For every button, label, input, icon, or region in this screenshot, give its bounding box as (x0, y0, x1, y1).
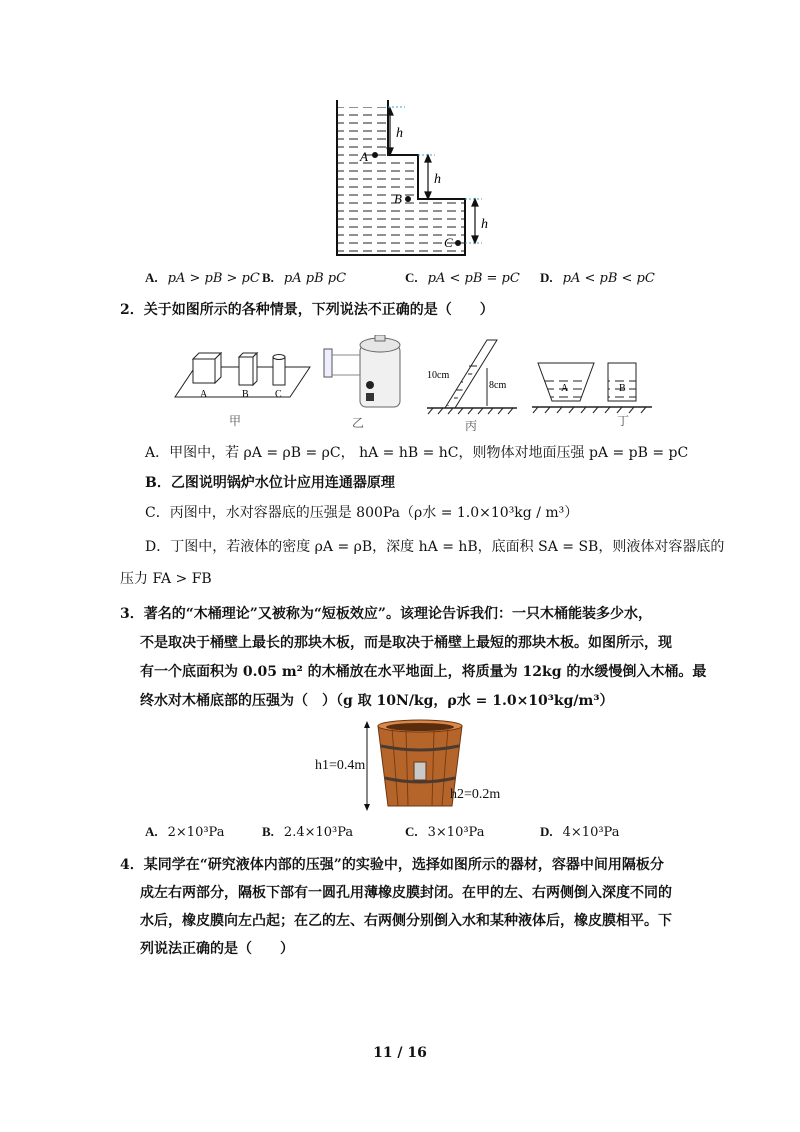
q1-option-c: C. pA < pB = pC (405, 270, 520, 286)
q4-line-4: 列说法正确的是（ ） (140, 941, 294, 957)
q2-option-c: C．丙图中，水对容器底的压强是 800Pa（ρ水 = 1.0×10³kg / m³） (145, 505, 579, 521)
q1-option-d: D. pA < pB < pC (540, 270, 655, 286)
jia-caption: 甲 (229, 414, 242, 428)
jia-a-label: A (200, 389, 208, 400)
page-number: 11 / 16 (373, 1045, 427, 1061)
bing-caption: 丙 (465, 419, 478, 433)
point-b-label: B (394, 191, 402, 206)
jia-c-label: C (275, 389, 282, 400)
q2-option-a: A．甲图中，若 ρA = ρB = ρC， hA = hB = hC，则物体对地面压强 pA = pB = pC (145, 445, 689, 461)
q3-line-2: 不是取决于桶壁上最长的那块木板，而是取决于桶壁上最短的那块木板。如图所示，现 (140, 635, 672, 651)
q4-line-3: 水后，橡皮膜向左凸起；在乙的左、右两侧分别倒入水和某种液体后，橡皮膜相平。下 (140, 913, 672, 929)
h-label-2: h (434, 172, 441, 187)
q1-option-a: A. pA > pB > pC (145, 270, 260, 286)
yi-caption: 乙 (352, 416, 365, 430)
q3-line-4: 终水对木桶底部的压强为（ ）（g 取 10N/kg，ρ水 = 1.0×10³kg/m³） (140, 693, 614, 709)
ding-a-label: A (561, 383, 569, 394)
point-c-label: C (444, 235, 453, 250)
h-label-3: h (481, 217, 488, 232)
q2-option-d: D．丁图中，若液体的密度 ρA = ρB，深度 hA = hB，底面积 SA = SB，则液体对容器底的 (145, 539, 725, 555)
q1-option-b: B. pA pB pC (262, 270, 347, 286)
fig-bing (425, 338, 520, 433)
bing-slant-label: 10cm (427, 370, 450, 381)
q3-option-b: B. 2.4×10³Pa (262, 824, 354, 840)
q2-stem: 2．关于如图所示的各种情景，下列说法不正确的是（ ） (120, 302, 494, 318)
point-a-label: A (360, 149, 368, 164)
h-label-1: h (396, 126, 403, 141)
fig-jia (165, 345, 315, 430)
q2-option-d-cont: 压力 FA > FB (120, 571, 212, 587)
q2-option-b: B．乙图说明锅炉水位计应用连通器原理 (145, 475, 395, 491)
q4-line-1: 4．某同学在“研究液体内部的压强”的实验中，选择如图所示的器材，容器中间用隔板分 (120, 857, 664, 873)
q3-line-1: 3．著名的“木桶理论”又被称为“短板效应”。该理论告诉我们：一只木桶能装多少水， (120, 606, 652, 622)
jia-b-label: B (242, 389, 249, 400)
stepped-container-figure (320, 95, 500, 260)
barrel-h1-label: h1=0.4m (315, 758, 366, 773)
q3-line-3: 有一个底面积为 0.05 m² 的木桶放在水平地面上，将质量为 12kg 的水缓慢倒入木桶。最 (140, 664, 707, 680)
q3-option-d: D. 4×10³Pa (540, 824, 620, 840)
barrel-h2-label: h2=0.2m (450, 787, 501, 802)
fig-yi (320, 335, 405, 435)
fig-ding (530, 345, 655, 430)
q4-line-2: 成左右两部分，隔板下部有一圆孔用薄橡皮膜封闭。在甲的左、右两侧倒入深度不同的 (140, 885, 672, 901)
q3-option-c: C. 3×10³Pa (405, 824, 485, 840)
ding-caption: 丁 (617, 414, 630, 428)
bing-height-label: 8cm (489, 380, 507, 391)
ding-b-label: B (619, 383, 626, 394)
q3-option-a: A. 2×10³Pa (145, 824, 225, 840)
